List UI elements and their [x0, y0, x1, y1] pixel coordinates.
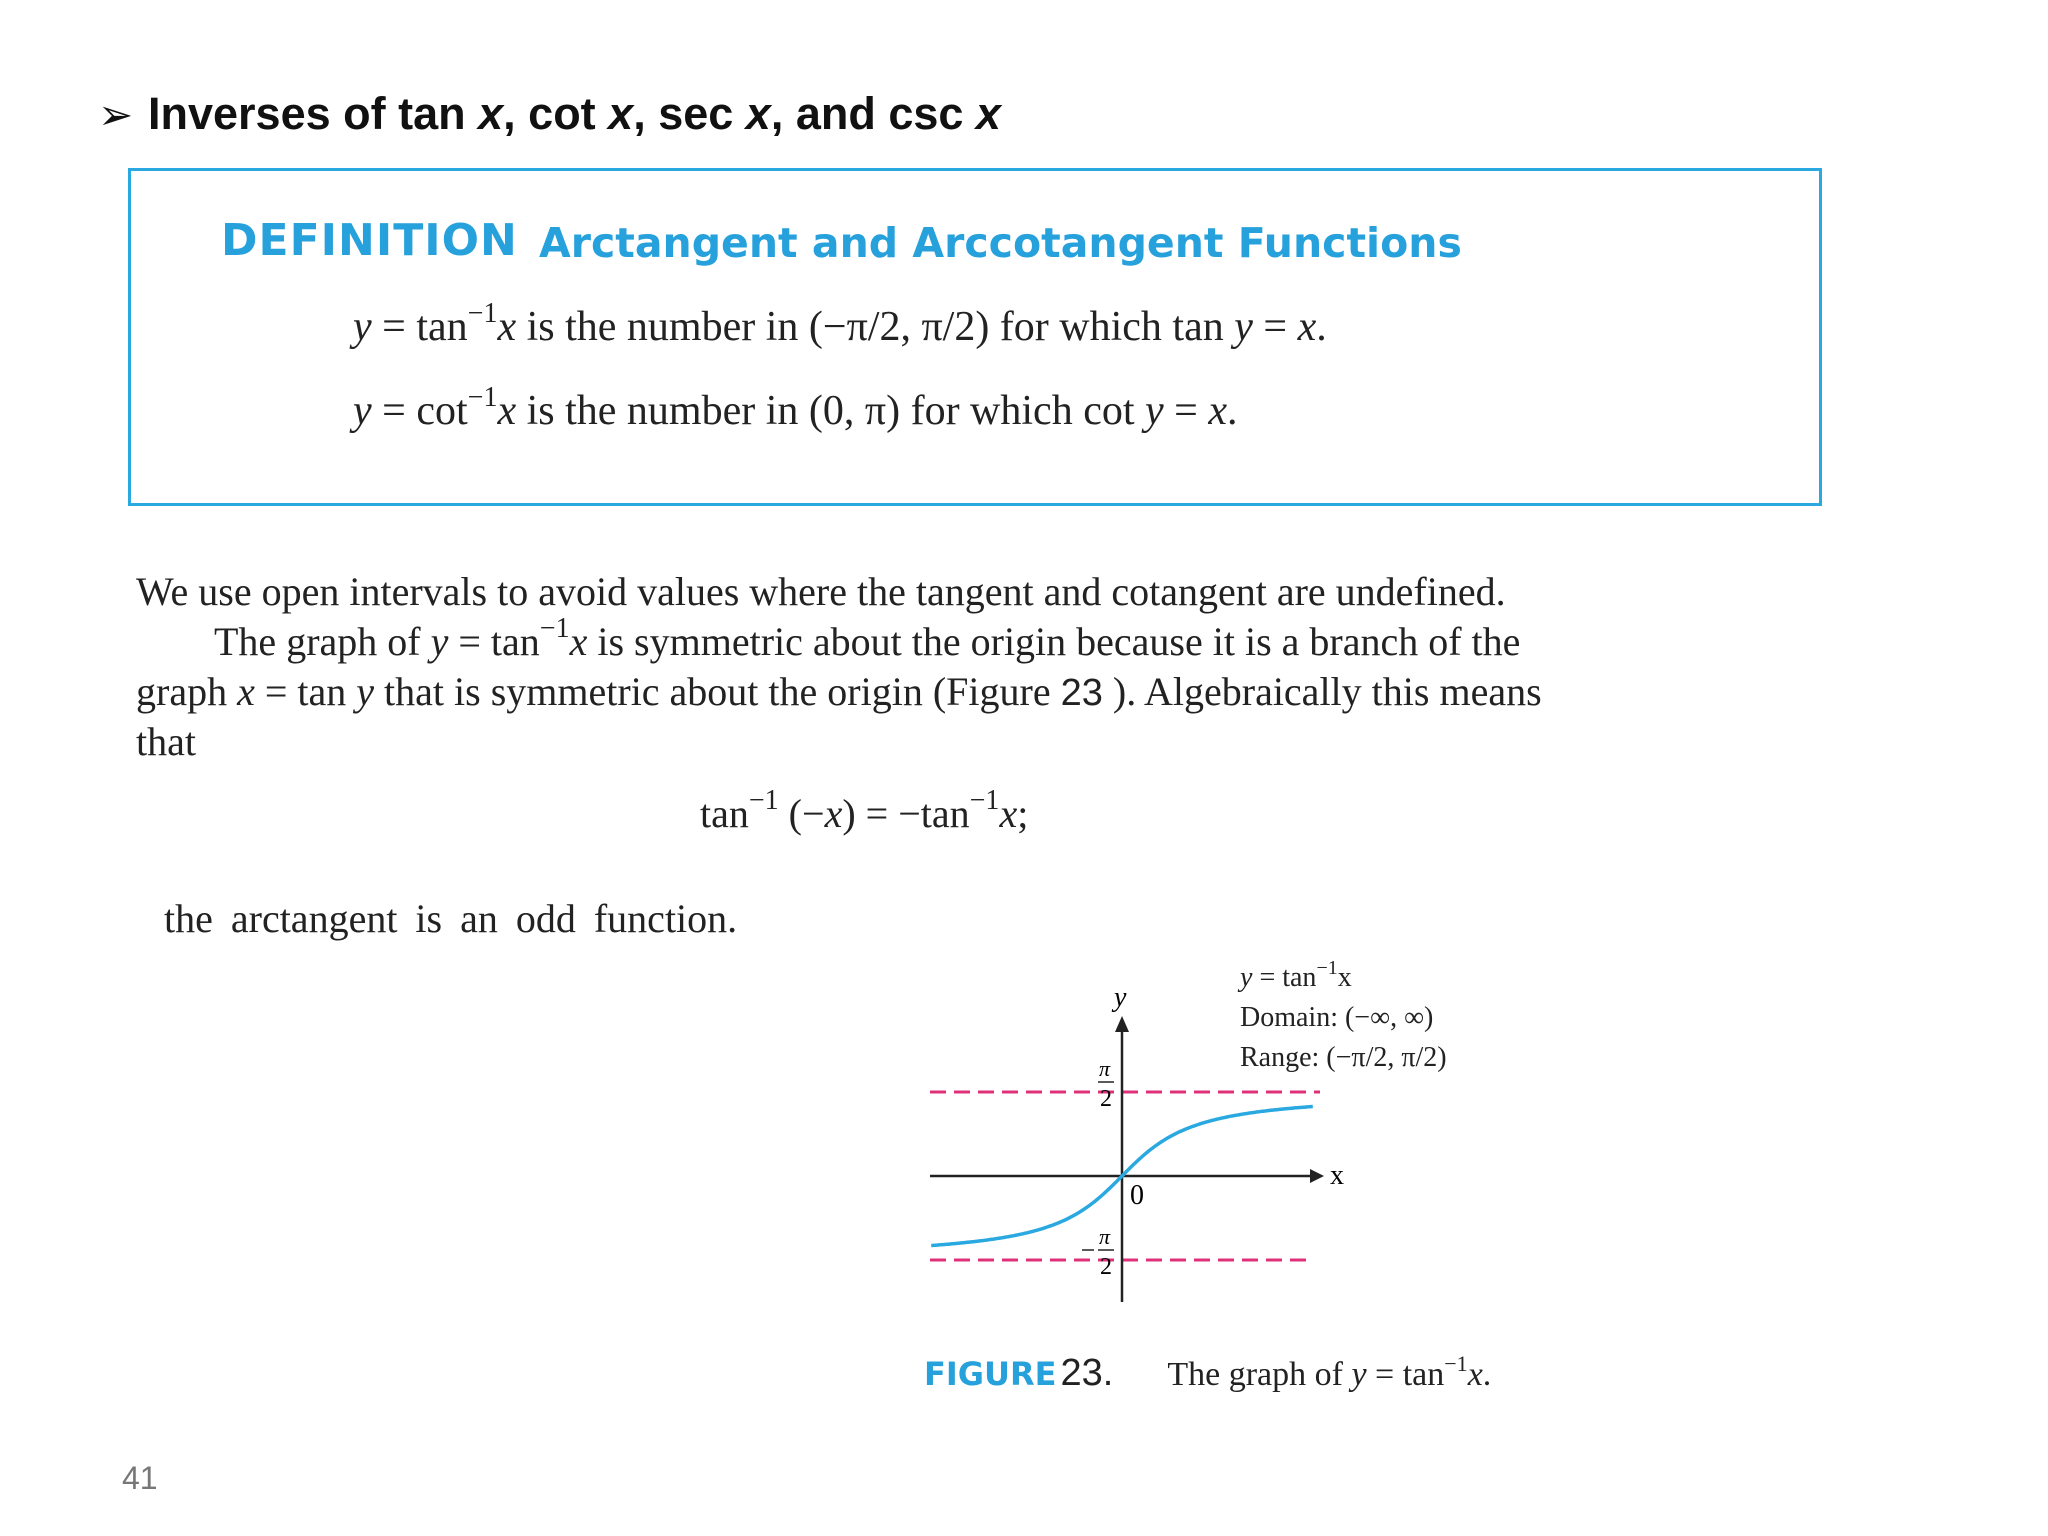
definition-heading: Arctangent and Arccotangent Functions — [539, 219, 1462, 267]
paragraph-line-1: We use open intervals to avoid values where the tangent and cotangent are undefined. — [136, 569, 1506, 614]
top-tick-denominator: 2 — [1100, 1086, 1112, 1112]
figure-caption — [924, 1352, 1491, 1395]
definition-label: DEFINITION — [221, 215, 518, 266]
x-axis-arrow-icon — [1310, 1169, 1324, 1183]
slide-title: ➢ Inverses of tan x, cot x, sec x, and csc x — [98, 88, 1001, 139]
origin-label: 0 — [1130, 1180, 1144, 1211]
legend-range: Range: (−π/2, π/2) — [1240, 1042, 1447, 1073]
bottom-tick-numerator: π — [1099, 1224, 1111, 1249]
figure-caption-text: The graph of $y = \tan^{-1}x$. — [1167, 1351, 1492, 1393]
arctan-graph — [900, 957, 1540, 1330]
top-tick-numerator: π — [1099, 1056, 1111, 1081]
figure-reference: 23 — [1060, 672, 1103, 714]
odd-function-equation: $\tan^{-1} (-x) = -\tan^{-1}x$; — [700, 785, 1029, 836]
odd-function-statement: the arctangent is an odd function. — [164, 896, 738, 941]
arrow-bullet-icon: ➢ — [98, 91, 134, 138]
paragraph-line-2: The graph of $y = \tan^{-1}x$ is symmetric about the origin because it is a branch of the — [214, 613, 1521, 664]
page-number: 41 — [122, 1460, 158, 1496]
figure-caption-number: 23. — [1060, 1352, 1114, 1394]
definition-line-arctan: $y = \tan^{-1}x$ is the number in (−π/2, π/2) for which tan y = x. — [353, 298, 1327, 350]
legend-function: $y = \tan^{-1}x$ — [1240, 957, 1352, 993]
figure-caption-label: FIGURE — [924, 1355, 1057, 1393]
paragraph-line-4: that — [136, 719, 196, 764]
y-axis-label: y — [1114, 982, 1127, 1013]
bottom-tick-denominator: 2 — [1100, 1254, 1112, 1280]
paragraph-line-3: graph x = tan y that is symmetric about the origin (Figure 23 ). Algebraically this means — [136, 669, 1542, 714]
x-axis-label: x — [1330, 1160, 1344, 1191]
definition-line-arccot: $y = \cot^{-1}x$ is the number in (0, π) for which cot y = x. — [353, 382, 1238, 434]
y-axis-arrow-icon — [1115, 1016, 1129, 1032]
legend-domain: Domain: (−∞, ∞) — [1240, 1002, 1434, 1033]
definition-box — [128, 168, 1822, 506]
